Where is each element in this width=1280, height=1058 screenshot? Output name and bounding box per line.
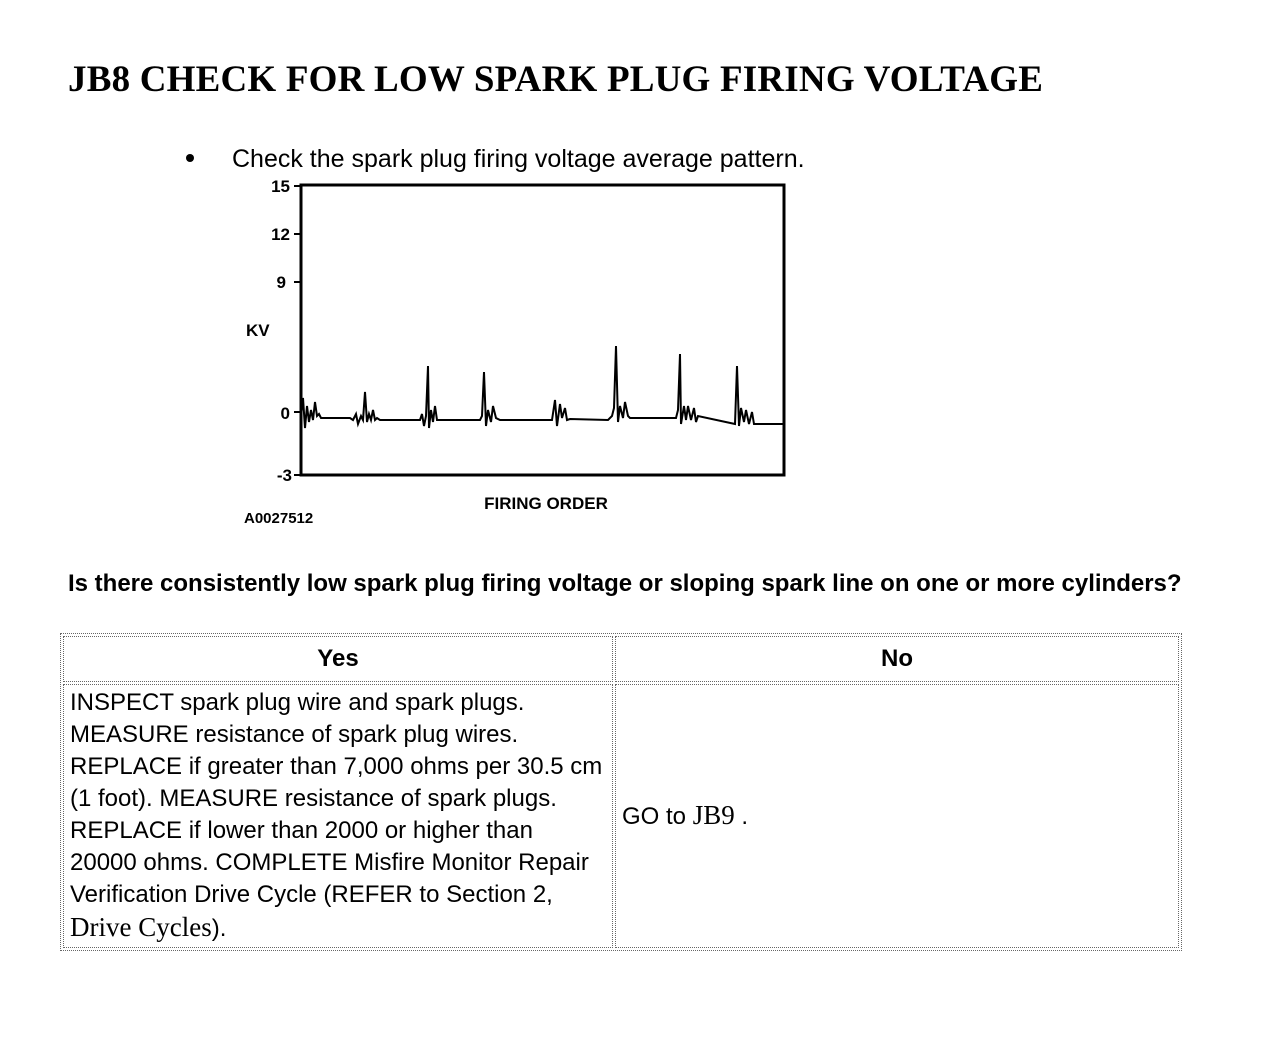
yes-cell bbox=[63, 684, 613, 948]
jb9-link[interactable]: JB9 bbox=[692, 800, 735, 830]
table-header-row bbox=[63, 636, 1179, 682]
figure-id: A0027512 bbox=[244, 510, 314, 527]
firing-voltage-figure bbox=[230, 170, 810, 540]
x-axis-label: FIRING ORDER bbox=[484, 494, 608, 513]
yes-action-text: INSPECT spark plug wire and spark plugs. MEASURE resistance of spark plug wires. REPLACE if greater than 7,000 ohms per 30.5 cm (1 foot). MEASURE resistance of spark plugs. REPLACE if lower than 2000 or higher than 20000 ohms. COMPLETE Misfire Monitor Repair Verification Drive Cycle (REFER to Section 2, bbox=[70, 689, 603, 908]
yes-action-end: ). bbox=[211, 915, 227, 942]
y-tick-0: 0 bbox=[280, 404, 290, 423]
table-row bbox=[63, 684, 1179, 948]
header-no: No bbox=[615, 636, 1179, 682]
page-title: JB8 CHECK FOR LOW SPARK PLUG FIRING VOLTAGE bbox=[68, 59, 1044, 100]
no-cell bbox=[615, 684, 1179, 948]
header-yes: Yes bbox=[63, 636, 613, 682]
no-action-suffix: . bbox=[734, 803, 749, 830]
voltage-trace bbox=[301, 346, 784, 428]
answer-table bbox=[60, 633, 1182, 951]
no-action-prefix: GO to bbox=[622, 803, 693, 830]
y-tick-9: 9 bbox=[276, 273, 286, 292]
y-axis-label: KV bbox=[246, 321, 270, 340]
bullet-dot-icon bbox=[186, 154, 194, 162]
diagnostic-question: Is there consistently low spark plug firing voltage or sloping spark line on one or more cylinders? bbox=[68, 570, 1182, 597]
plot-frame bbox=[301, 185, 784, 475]
y-tick-12: 12 bbox=[271, 225, 290, 244]
instruction-text: Check the spark plug firing voltage average pattern. bbox=[232, 145, 805, 173]
y-tick-15: 15 bbox=[271, 177, 290, 196]
drive-cycles-link[interactable]: Drive Cycles bbox=[70, 912, 212, 942]
y-tick-neg3: -3 bbox=[276, 466, 292, 485]
firing-voltage-graph bbox=[230, 170, 810, 540]
